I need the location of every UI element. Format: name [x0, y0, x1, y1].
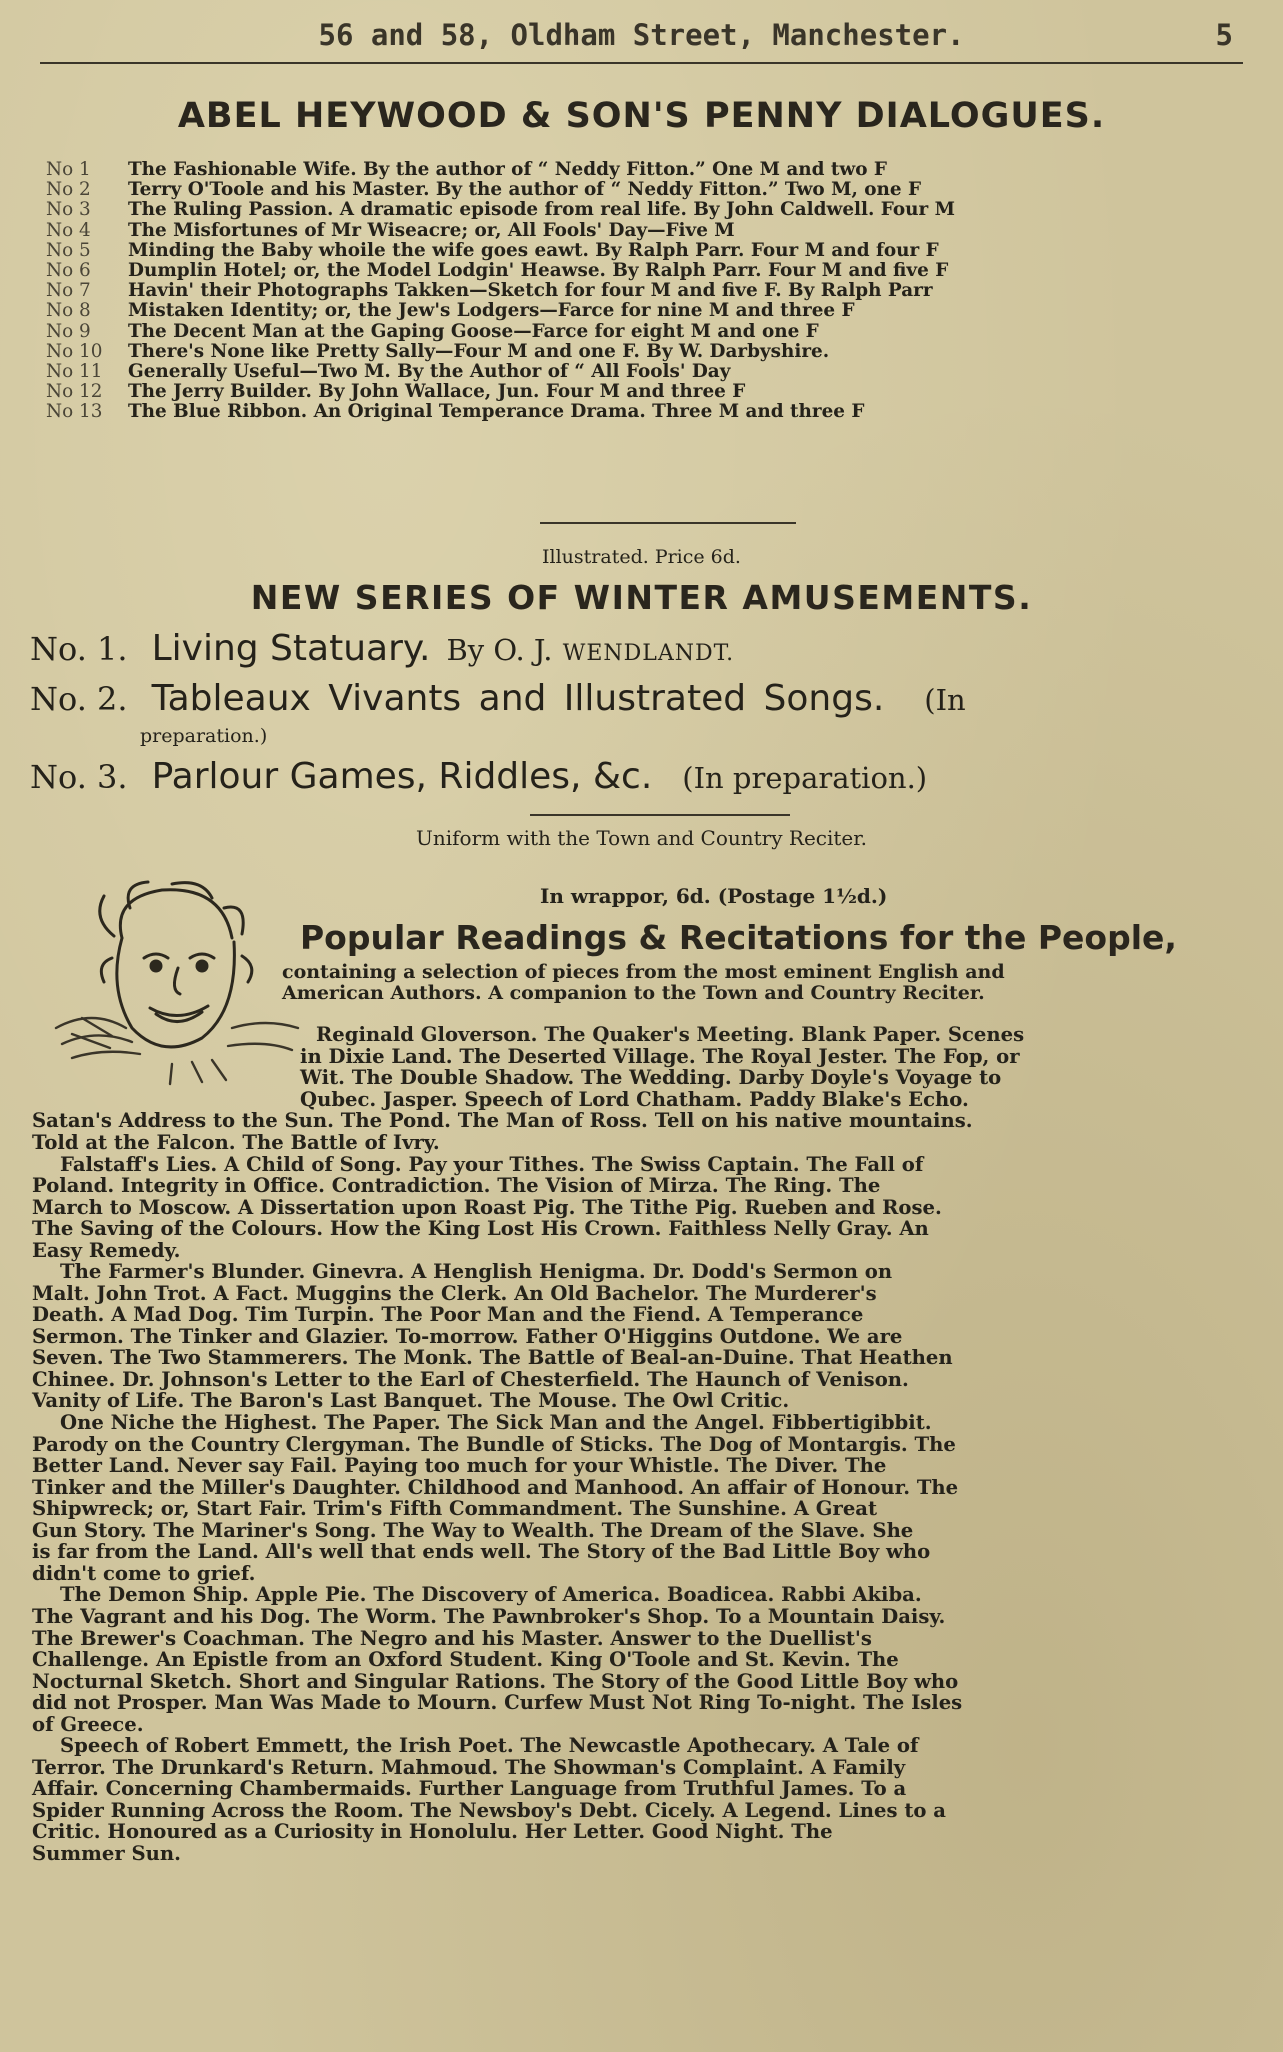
- text-line: Chinee. Dr. Johnson's Letter to the Earl of Chesterfield. The Haunch of Venison.: [32, 1368, 909, 1391]
- item-title: Parlour Games, Riddles, &c.: [151, 756, 653, 797]
- item-text: There's None like Pretty Sally—Four M and one F. By W. Darbyshire.: [128, 340, 830, 362]
- item-text: Mistaken Identity; or, the Jew's Lodgers—Farce for nine M and three F: [128, 300, 855, 322]
- amusement-item-1: [30, 628, 1243, 669]
- item-number: No. 3.: [30, 758, 128, 796]
- list-item: [46, 382, 1243, 402]
- text-line: The Brewer's Coachman. The Negro and his Master. Answer to the Duellist's: [32, 1627, 872, 1650]
- dialogues-list: [46, 160, 1243, 422]
- text-line: Challenge. An Epistle from an Oxford Student. King O'Toole and St. Kevin. The: [32, 1648, 899, 1671]
- item-title: Tableaux Vivants and Illustrated Songs.: [151, 678, 885, 719]
- item-note: (In preparation.): [682, 761, 928, 795]
- text-line: The Vagrant and his Dog. The Worm. The Pawnbroker's Shop. To a Mountain Daisy.: [32, 1605, 946, 1628]
- text-line: Told at the Falcon. The Battle of Ivry.: [32, 1131, 440, 1154]
- list-item: [46, 281, 1243, 301]
- text-line: Parody on the Country Clergyman. The Bundle of Sticks. The Dog of Montargis. The: [32, 1433, 956, 1456]
- text-line: Affair. Concerning Chambermaids. Further Language from Truthful James. To a: [32, 1777, 907, 1800]
- section-rule: [530, 814, 790, 816]
- running-head: [40, 14, 1243, 58]
- item-number: No 1: [46, 159, 91, 180]
- text-line: Vanity of Life. The Baron's Last Banquet. The Mouse. The Owl Critic.: [32, 1389, 790, 1412]
- item-number: No. 1.: [30, 630, 128, 668]
- wrapper-price: In wrappor, 6d. (Postage 1½d.): [540, 884, 888, 908]
- item-title: Living Statuary.: [151, 628, 431, 669]
- dialogues-title: ABEL HEYWOOD & SON'S PENNY DIALOGUES.: [177, 96, 1106, 136]
- text-line: Qubec. Jasper. Speech of Lord Chatham. Paddy Blake's Echo.: [300, 1088, 969, 1111]
- list-item: [46, 241, 1243, 261]
- item-number: No 4: [46, 219, 91, 241]
- header-rule: [40, 62, 1243, 64]
- text-line: is far from the Land. All's well that ends well. The Story of the Bad Little Boy who: [32, 1540, 931, 1563]
- amusement-item-2: [30, 678, 1243, 719]
- text-line: Speech of Robert Emmett, the Irish Poet. The Newcastle Apothecary. A Tale of: [60, 1734, 919, 1757]
- text-line: Seven. The Two Stammerers. The Monk. The Battle of Beal-an-Duine. That Heathen: [32, 1346, 953, 1369]
- illustrated-price: Illustrated. Price 6d.: [542, 546, 741, 568]
- text-line: The Demon Ship. Apple Pie. The Discovery of America. Boadicea. Rabbi Akiba.: [60, 1583, 922, 1606]
- item-number: No 2: [46, 179, 91, 201]
- text-line: Spider Running Across the Room. The Newsboy's Debt. Cicely. A Legend. Lines to a: [32, 1799, 946, 1822]
- item-number: No 3: [46, 199, 91, 221]
- text-line: did not Prosper. Man Was Made to Mourn. Curfew Must Not Ring To-night. The Isles: [32, 1691, 963, 1714]
- page-number: 5: [1215, 18, 1233, 52]
- item-text: The Jerry Builder. By John Wallace, Jun. Four M and three F: [128, 381, 746, 403]
- item-number: No 9: [46, 320, 91, 342]
- running-head-title: 56 and 58, Oldham Street, Manchester.: [318, 18, 965, 52]
- item-number: No 13: [46, 401, 103, 423]
- list-item: [46, 362, 1243, 382]
- text-line: Falstaff's Lies. A Child of Song. Pay your Tithes. The Swiss Captain. The Fall of: [60, 1153, 924, 1176]
- item-number: No 10: [46, 340, 103, 362]
- text-line: Better Land. Never say Fail. Paying too much for your Whistle. The Diver. The: [32, 1454, 887, 1477]
- text-line: in Dixie Land. The Deserted Village. The Royal Jester. The Fop, or: [300, 1045, 1020, 1068]
- text-line: didn't come to grief.: [32, 1562, 256, 1585]
- text-line: Sermon. The Tinker and Glazier. To-morrow. Father O'Higgins Outdone. We are: [32, 1325, 903, 1348]
- item-text: The Ruling Passion. A dramatic episode from real life. By John Caldwell. Four M: [128, 199, 955, 221]
- text-line: Critic. Honoured as a Curiosity in Honolulu. Her Letter. Good Night. The: [32, 1820, 833, 1843]
- list-item: [46, 221, 1243, 241]
- item-number: No 8: [46, 300, 91, 322]
- text-line: Satan's Address to the Sun. The Pond. The Man of Ross. Tell on his native mountains.: [32, 1109, 973, 1132]
- item-text: The Fashionable Wife. By the author of “ Neddy Fitton.” One M and two F: [128, 159, 887, 180]
- item-text: Havin' their Photographs Takken—Sketch for four M and five F. By Ralph Parr: [128, 280, 933, 302]
- uniform-note: Uniform with the Town and Country Reciter.: [416, 826, 867, 850]
- readings-title: Popular Readings & Recitations for the People,: [300, 918, 1177, 957]
- item-number: No 11: [46, 360, 103, 382]
- list-item: [46, 261, 1243, 281]
- text-line: Reginald Gloverson. The Quaker's Meeting. Blank Paper. Scenes: [316, 1023, 1025, 1046]
- item-by: By O. J.: [446, 633, 553, 667]
- list-item: [46, 301, 1243, 321]
- list-item: [46, 160, 1243, 180]
- text-line: Summer Sun.: [32, 1842, 181, 1865]
- item-number: No 7: [46, 280, 91, 302]
- item-number: No 5: [46, 239, 91, 261]
- face-illustration: [52, 878, 302, 1088]
- text-line: The Farmer's Blunder. Ginevra. A Henglish Henigma. Dr. Dodd's Sermon on: [60, 1260, 893, 1283]
- text-line: Terror. The Drunkard's Return. Mahmoud. The Showman's Complaint. A Family: [32, 1756, 906, 1779]
- item-number: No. 2.: [30, 680, 128, 718]
- text-line: Malt. John Trot. A Fact. Muggins the Clerk. An Old Bachelor. The Murderer's: [32, 1282, 877, 1305]
- text-line: Easy Remedy.: [32, 1239, 181, 1262]
- item-text: The Decent Man at the Gaping Goose—Farce for eight M and one F: [128, 320, 819, 342]
- item-text: Dumplin Hotel; or, the Model Lodgin' Heawse. By Ralph Parr. Four M and five F: [128, 259, 949, 281]
- item-text: The Blue Ribbon. An Original Temperance Drama. Three M and three F: [128, 401, 865, 423]
- item-text: Minding the Baby whoile the wife goes eawt. By Ralph Parr. Four M and four F: [128, 239, 939, 261]
- text-line: One Niche the Highest. The Paper. The Sick Man and the Angel. Fibbertigibbit.: [60, 1411, 932, 1434]
- text-line: Wit. The Double Shadow. The Wedding. Darby Doyle's Voyage to: [300, 1066, 1002, 1089]
- list-item: [46, 342, 1243, 362]
- list-item: [46, 402, 1243, 422]
- list-item: [46, 322, 1243, 342]
- item-text: Generally Useful—Two M. By the Author of “ All Fools' Day: [128, 360, 731, 382]
- description-line: containing a selection of pieces from the most eminent English and: [282, 961, 1005, 983]
- item-text: Terry O'Toole and his Master. By the author of “ Neddy Fitton.” Two M, one F: [128, 179, 922, 201]
- text-line: Nocturnal Sketch. Short and Singular Rations. The Story of the Good Little Boy who: [32, 1670, 959, 1693]
- text-line: Poland. Integrity in Office. Contradiction. The Vision of Mirza. The Ring. The: [32, 1174, 881, 1197]
- section-rule: [540, 522, 796, 524]
- item-text: The Misfortunes of Mr Wiseacre; or, All Fools' Day—Five M: [128, 219, 735, 241]
- text-line: The Saving of the Colours. How the King Lost His Crown. Faithless Nelly Gray. An: [32, 1217, 929, 1240]
- readings-description: [282, 962, 1242, 1004]
- description-line: American Authors. A companion to the Town and Country Reciter.: [282, 982, 985, 1004]
- item-number: No 12: [46, 381, 103, 403]
- amusement-item-3: [30, 756, 1243, 797]
- text-line: of Greece.: [32, 1713, 144, 1736]
- text-line: Death. A Mad Dog. Tim Turpin. The Poor Man and the Fiend. A Temperance: [32, 1303, 864, 1326]
- item-note: (In: [924, 683, 966, 717]
- item-number: No 6: [46, 259, 91, 281]
- amusements-title: NEW SERIES OF WINTER AMUSEMENTS.: [250, 578, 1033, 617]
- text-line: Shipwreck; or, Start Fair. Trim's Fifth Commandment. The Sunshine. A Great: [32, 1497, 878, 1520]
- item-note-continued: preparation.): [140, 725, 268, 747]
- list-item: [46, 200, 1243, 220]
- item-author: WENDLANDT.: [562, 641, 735, 666]
- text-line: Tinker and the Miller's Daughter. Childhood and Manhood. An affair of Honour. The: [32, 1476, 959, 1499]
- text-line: Gun Story. The Mariner's Song. The Way to Wealth. The Dream of the Slave. She: [32, 1519, 914, 1542]
- text-line: March to Moscow. A Dissertation upon Roast Pig. The Tithe Pig. Rueben and Rose.: [32, 1196, 942, 1219]
- list-item: [46, 180, 1243, 200]
